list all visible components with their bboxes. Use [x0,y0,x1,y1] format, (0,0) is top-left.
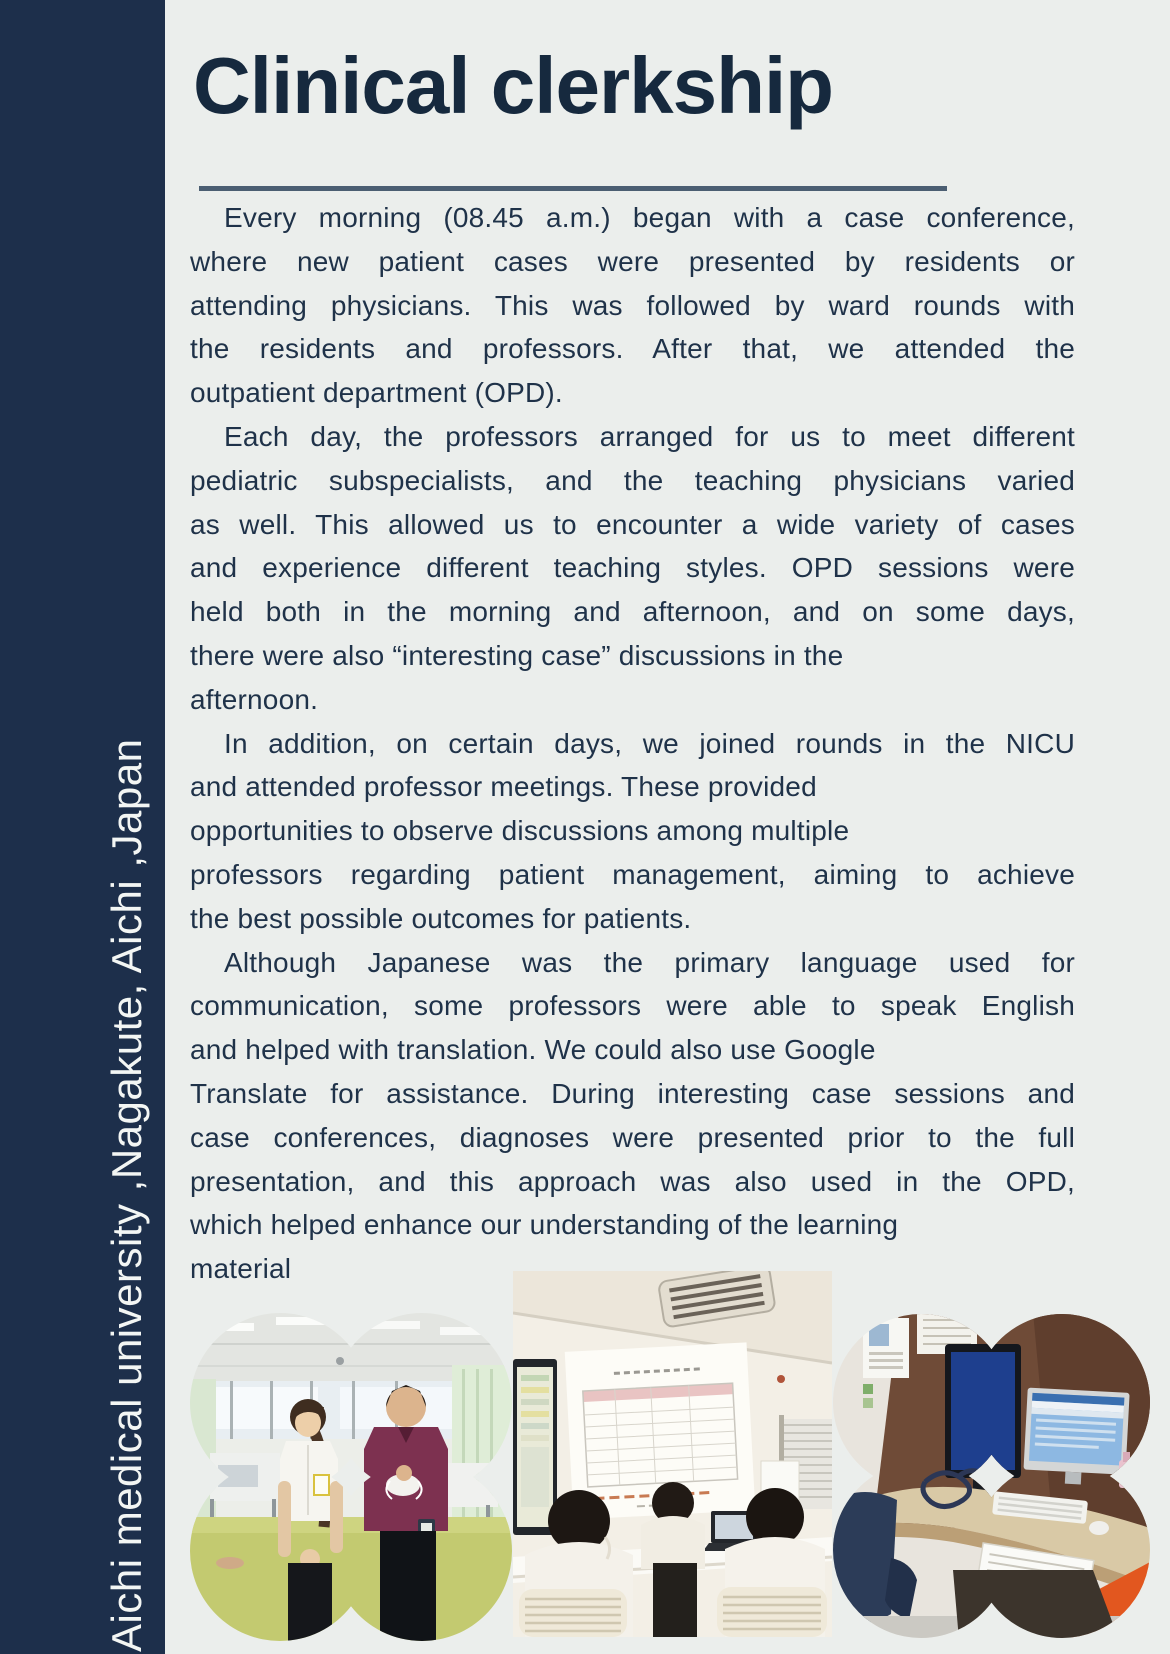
wall-monitor [513,1359,557,1535]
article-line: Translate for assistance. During interesting case sessions and [190,1077,1075,1109]
article-line: Each day, the professors arranged for us to meet different [224,420,1075,452]
article-line: presentation, and this approach was also used in the OPD, [190,1165,1075,1197]
article-line: attending physicians. This was followed by ward rounds with [190,289,1075,321]
sidebar-university-label: Aichi medical university ,Nagakute, Aichi ,Japan [103,738,150,1652]
photo-ward-staff [190,1313,512,1641]
photo-case-conference [513,1271,832,1637]
article-line: outpatient department (OPD). [190,377,563,409]
article-line: the residents and professors. After that, we attended the [190,333,1075,365]
article-line: held both in the morning and afternoon, and on some days, [190,596,1075,628]
article-line: Although Japanese was the primary language used for [224,946,1075,978]
article-line: communication, some professors were able to speak English [190,990,1075,1022]
article-line: case conferences, diagnoses were presented prior to the full [190,1121,1075,1153]
article-line: afternoon. [190,683,319,715]
page-title: Clinical clerkship [193,41,834,130]
article-line: Every morning (08.45 a.m.) began with a case conference, [224,202,1075,233]
article-line: and experience different teaching styles. OPD sessions were [190,552,1075,584]
article-line: as well. This allowed us to encounter a wide variety of cases [190,508,1075,540]
article-line: where new patient cases were presented by residents or [190,245,1075,277]
mouse [1089,1521,1109,1535]
article-line: and helped with translation. We could also use Google [190,1034,876,1066]
sidebar [0,0,165,1654]
ward-floor [190,1517,512,1641]
article-line: In addition, on certain days, we joined rounds in the NICU [224,727,1075,759]
photo-exam-room-desk [833,1312,1150,1640]
title-divider [199,186,947,191]
article-line: pediatric subspecialists, and the teaching physicians varied [190,464,1075,496]
article-text [190,196,1075,1291]
article-line: professors regarding patient management, aiming to achieve [190,858,1075,890]
chair-left [519,1589,627,1637]
monitor-portrait [945,1344,1021,1494]
article-line: the best possible outcomes for patients. [190,902,692,934]
article-line: and attended professor meetings. These provided [190,771,817,803]
article-line: material [190,1253,292,1285]
chair-right [717,1587,827,1637]
article-line: opportunities to observe discussions among multiple [190,815,850,847]
article-line: which helped enhance our understanding of the learning [190,1209,899,1241]
article-line: there were also “interesting case” discussions in the [190,639,844,671]
